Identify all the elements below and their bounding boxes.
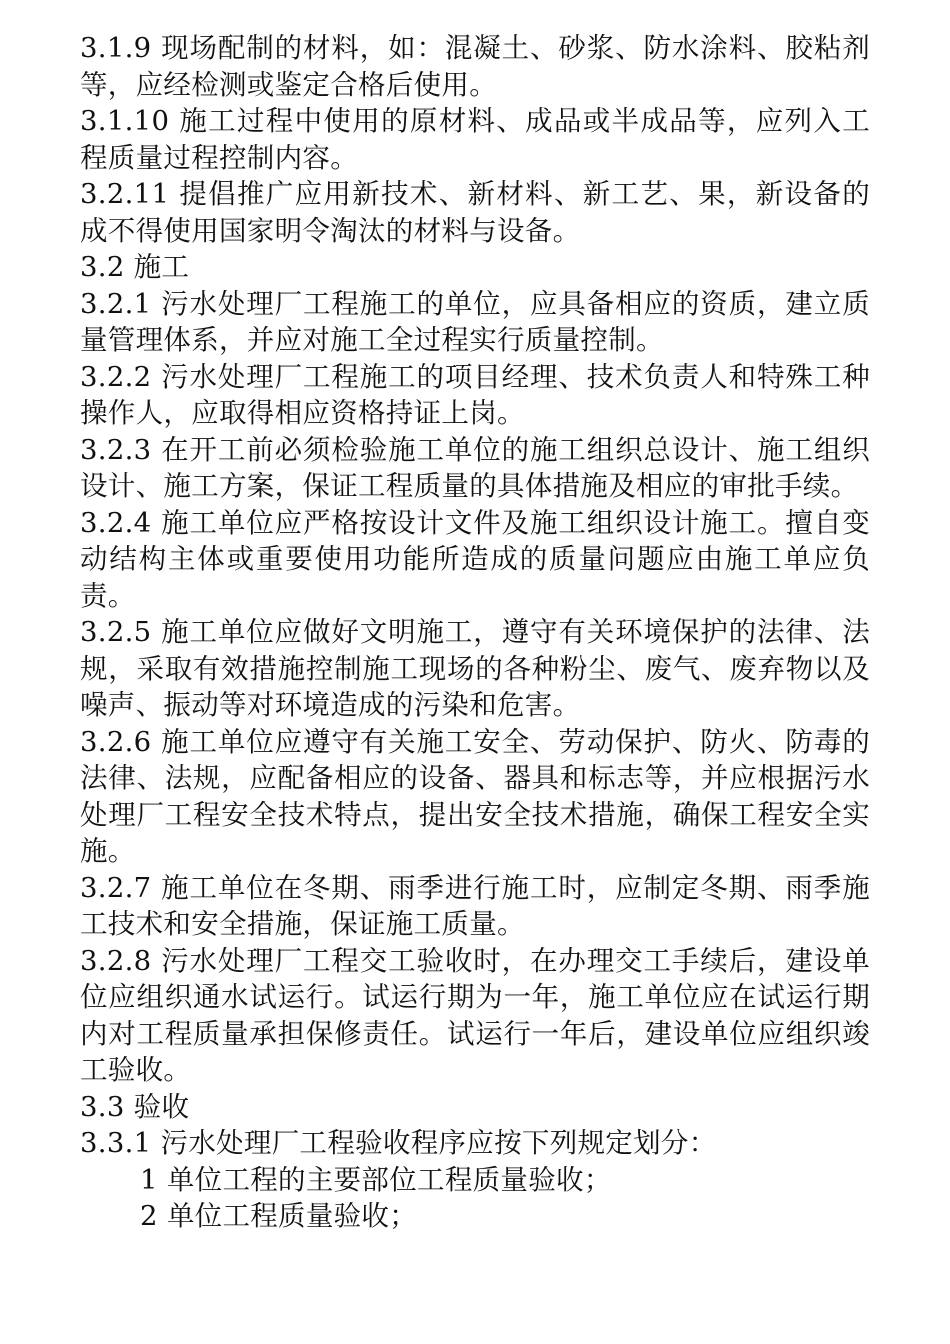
clause-3-2-8: 3.2.8 污水处理厂工程交工验收时，在办理交工手续后，建设单位应组织通水试运行。试运行期为一年，施工单位应在试运行期内对工程质量承担保修责任。试运行一年后，建设单位应组织竣工验收。	[80, 944, 870, 1086]
clause-3-2-1: 3.2.1 污水处理厂工程施工的单位，应具备相应的资质，建立质量管理体系，并应对施工全过程实行质量控制。	[80, 287, 870, 356]
list-item: 1 单位工程的主要部位工程质量验收；	[140, 1163, 612, 1196]
clause-3-2-4: 3.2.4 施工单位应严格按设计文件及施工组织设计施工。擅自变动结构主体或重要使用功能所造成的质量问题应由施工单应负责。	[80, 506, 870, 612]
document-body	[80, 30, 870, 1235]
section-heading-3-3: 3.3 验收	[80, 1090, 190, 1123]
clause-3-2-11: 3.2.11 提倡推广应用新技术、新材料、新工艺、果，新设备的成不得使用国家明令淘汰的材料与设备。	[80, 178, 870, 247]
clause-3-2-7: 3.2.7 施工单位在冬期、雨季进行施工时，应制定冬期、雨季施工技术和安全措施，保证施工质量。	[80, 871, 870, 940]
clause-3-2-5: 3.2.5 施工单位应做好文明施工，遵守有关环境保护的法律、法规，采取有效措施控制施工现场的各种粉尘、废气、废弃物以及噪声、振动等对环境造成的污染和危害。	[80, 616, 870, 721]
clause-3-2-2: 3.2.2 污水处理厂工程施工的项目经理、技术负责人和特殊工种操作人，应取得相应资格持证上岗。	[80, 360, 870, 429]
clause-3-1-9: 3.1.9 现场配制的材料，如：混凝土、砂浆、防水涂料、胶粘剂等，应经检测或鉴定合格后使用。	[80, 32, 870, 101]
clause-3-1-10: 3.1.10 施工过程中使用的原材料、成品或半成品等，应列入工程质量过程控制内容。	[80, 105, 870, 174]
clause-3-2-6: 3.2.6 施工单位应遵守有关施工安全、劳动保护、防火、防毒的法律、法规，应配备相应的设备、器具和标志等，并应根据污水处理厂工程安全技术特点，提出安全技术措施，确保工程安全实施。	[80, 725, 870, 867]
clause-3-2-3: 3.2.3 在开工前必须检验施工单位的施工组织总设计、施工组织设计、施工方案，保证工程质量的具体措施及相应的审批手续。	[80, 433, 870, 502]
clause-3-3-1: 3.3.1 污水处理厂工程验收程序应按下列规定划分：	[80, 1127, 717, 1159]
section-heading-3-2: 3.2 施工	[80, 251, 190, 283]
list-item: 2 单位工程质量验收；	[140, 1200, 418, 1232]
